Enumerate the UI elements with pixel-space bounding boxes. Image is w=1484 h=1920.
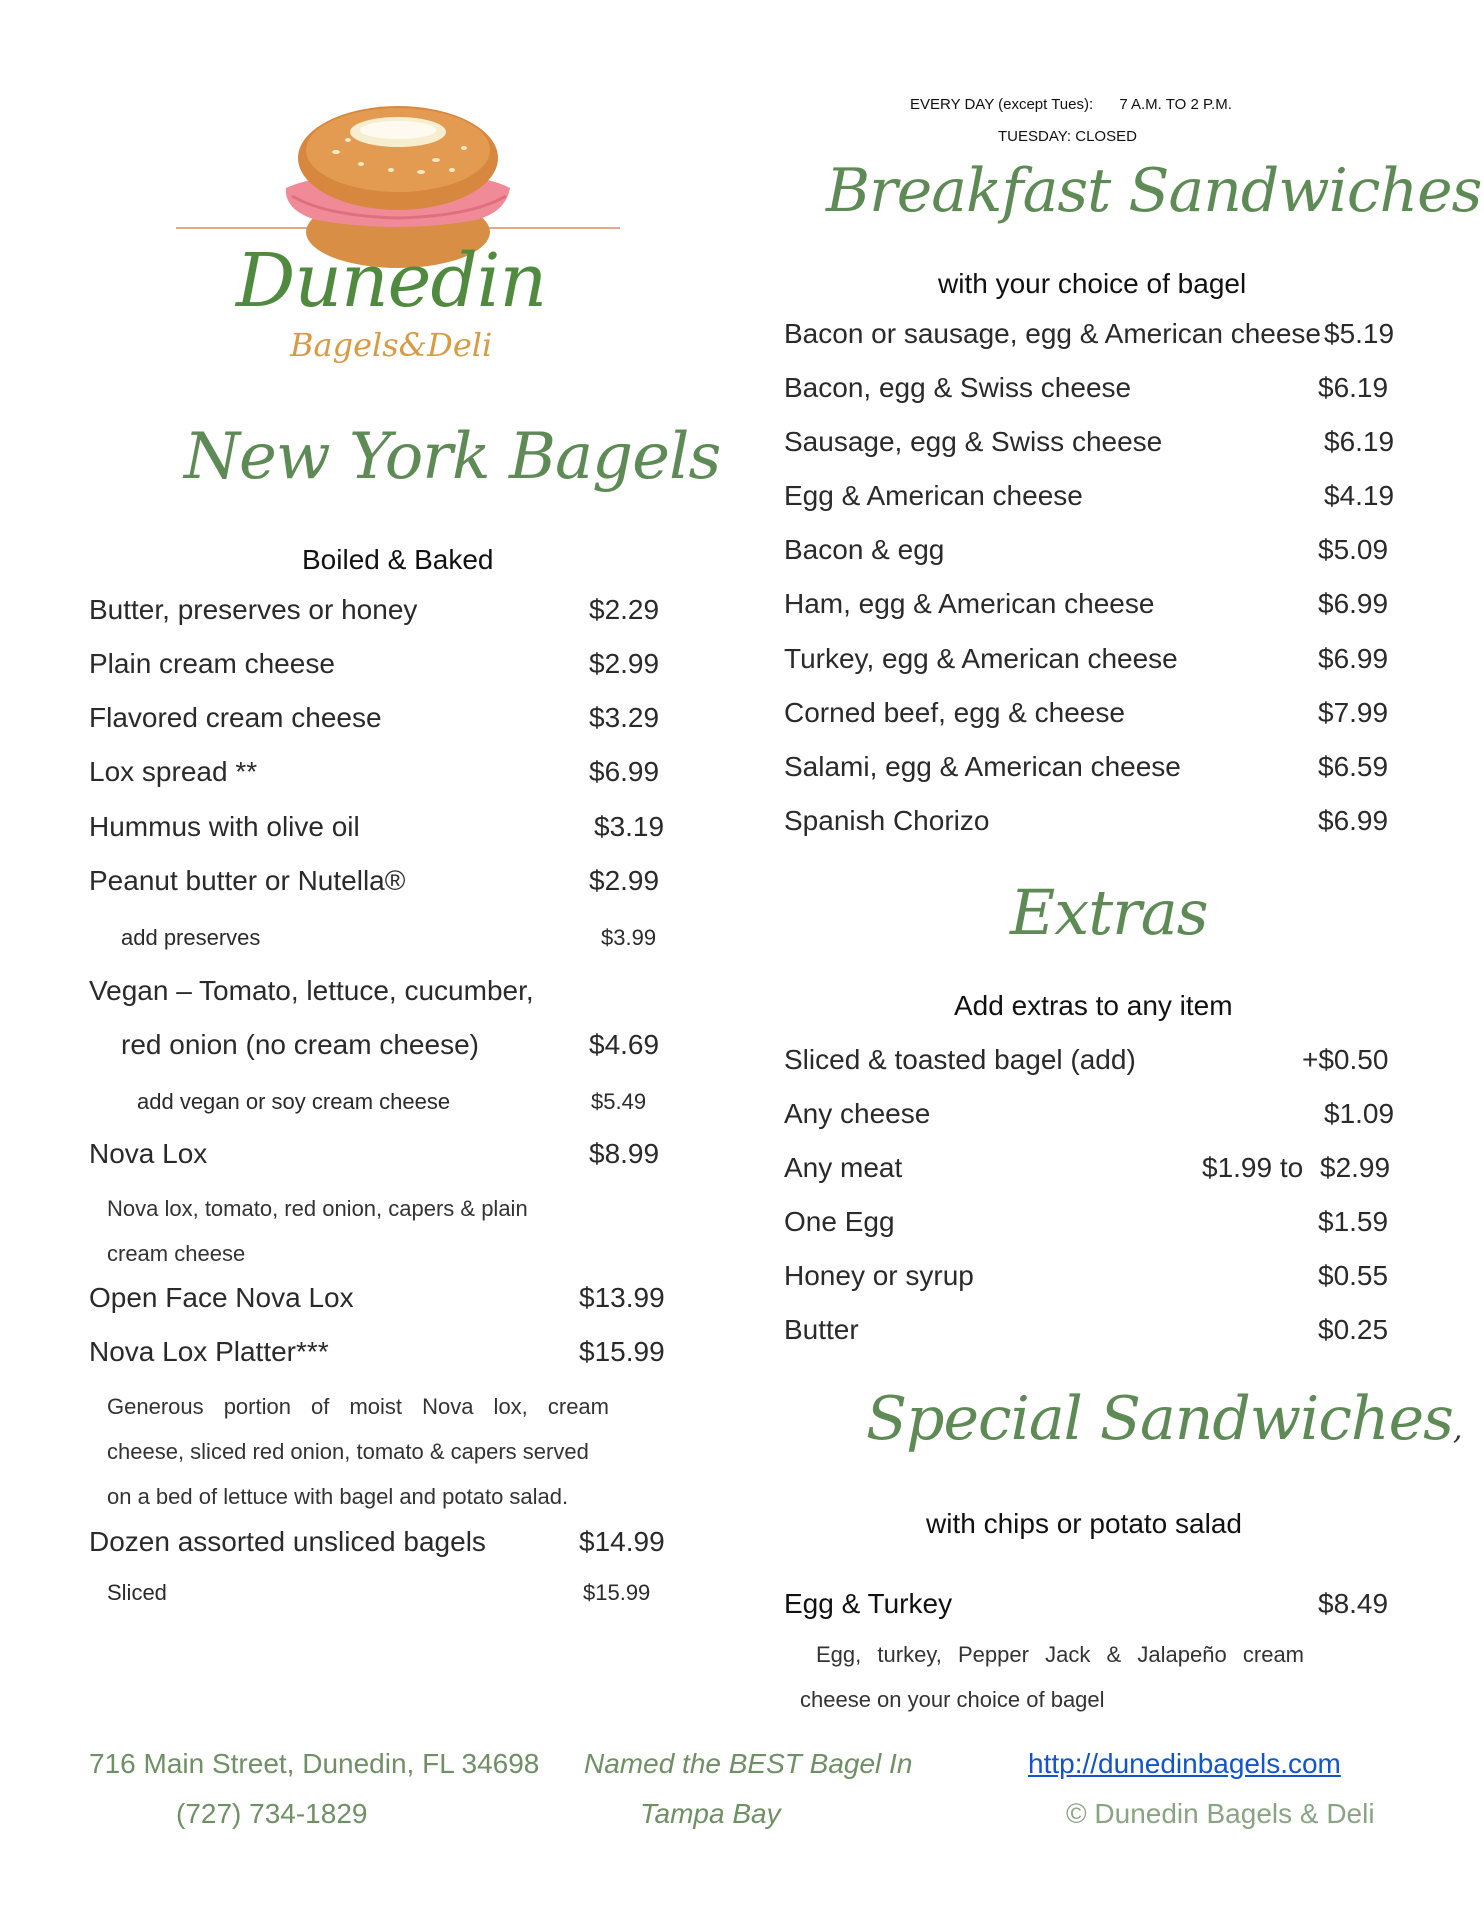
price: $13.99 xyxy=(579,1282,665,1313)
extras-item: Sliced & toasted bagel (add) +$0.50 xyxy=(784,1044,1389,1075)
price: $15.99 xyxy=(579,1336,665,1367)
footer-phone: (727) 734-1829 xyxy=(176,1798,368,1829)
price: $0.55 xyxy=(1318,1260,1389,1291)
hours-line-2: TUESDAY: CLOSED xyxy=(998,128,1137,145)
bagel-item: Peanut butter or Nutella® $2.99 xyxy=(89,865,660,896)
breakfast-item: Egg & American cheese $4.19 xyxy=(784,480,1395,511)
bagel-item: Lox spread ** $6.99 xyxy=(89,756,660,787)
bagel-item: Butter, preserves or honey $2.29 xyxy=(89,594,660,625)
breakfast-item: Bacon, egg & Swiss cheese $6.19 xyxy=(784,372,1389,403)
price: $1.59 xyxy=(1318,1206,1389,1237)
breakfast-item: Bacon & egg $5.09 xyxy=(784,534,1389,565)
extras-item: Butter $0.25 xyxy=(784,1314,1389,1345)
price: $3.19 xyxy=(594,811,665,842)
price: $8.49 xyxy=(1318,1588,1389,1619)
price: $6.19 xyxy=(1318,372,1389,403)
bagel-item: Nova Lox $8.99 xyxy=(89,1138,660,1169)
price: $5.19 xyxy=(1324,318,1395,349)
logo-name: Dunedin xyxy=(236,238,547,324)
bagel-item: Plain cream cheese $2.99 xyxy=(89,648,660,679)
platter-description: Generous portion of moist Nova lox, cream cheese, sliced red onion, tomato & capers served on a bed of lettuce with bagel and potato salad. xyxy=(107,1394,609,1509)
price: +$0.50 xyxy=(1302,1044,1389,1075)
breakfast-item: Spanish Chorizo $6.99 xyxy=(784,805,1389,836)
price: $2.99 xyxy=(589,648,660,679)
footer-address: 716 Main Street, Dunedin, FL 34698 xyxy=(89,1748,540,1779)
price: $6.99 xyxy=(1318,588,1389,619)
price: $6.99 xyxy=(589,756,660,787)
bagels-title: New York Bagels xyxy=(184,420,721,494)
price: $6.59 xyxy=(1318,751,1389,782)
breakfast-item: Ham, egg & American cheese $6.99 xyxy=(784,588,1389,619)
bagel-item: Flavored cream cheese $3.29 xyxy=(89,702,660,733)
bagel-item: red onion (no cream cheese) $4.69 xyxy=(121,1029,660,1060)
breakfast-item: Salami, egg & American cheese $6.59 xyxy=(784,751,1389,782)
bagel-item: Vegan – Tomato, lettuce, cucumber, xyxy=(89,975,534,1006)
price: $1.09 xyxy=(1324,1098,1395,1129)
extras-item: Any cheese $1.09 xyxy=(784,1098,1395,1129)
bagel-item: Hummus with olive oil $3.19 xyxy=(89,811,665,842)
footer-slogan-1: Named the BEST Bagel In xyxy=(584,1748,913,1779)
special-description: Egg, turkey, Pepper Jack & Jalapeño cream cheese on your choice of bagel xyxy=(800,1642,1304,1712)
website-link[interactable]: http://dunedinbagels.com xyxy=(1028,1748,1341,1779)
footer-copyright: © Dunedin Bagels & Deli xyxy=(1066,1798,1375,1829)
breakfast-subtitle: with your choice of bagel xyxy=(938,268,1247,299)
special-title: Special Sandwiches, xyxy=(866,1384,1462,1454)
extras-subtitle: Add extras to any item xyxy=(954,990,1233,1021)
bagel-addon: add vegan or soy cream cheese $5.49 xyxy=(137,1089,647,1114)
price: $14.99 xyxy=(579,1526,665,1557)
price: $6.99 xyxy=(1318,643,1389,674)
bagel-item: Dozen assorted unsliced bagels $14.99 xyxy=(89,1526,665,1557)
extras-title: Extras xyxy=(1010,876,1208,949)
bagel-addon: Sliced $15.99 xyxy=(107,1580,651,1605)
breakfast-item: Corned beef, egg & cheese $7.99 xyxy=(784,697,1389,728)
bagels-subtitle: Boiled & Baked xyxy=(302,544,494,575)
price: $2.29 xyxy=(589,594,660,625)
bagel-addon: add preserves $3.99 xyxy=(121,925,657,950)
hours-time: 7 A.M. TO 2 P.M. xyxy=(1119,96,1232,113)
price: $4.69 xyxy=(589,1029,660,1060)
nova-lox-description: Nova lox, tomato, red onion, capers & plain cream cheese xyxy=(107,1196,528,1266)
price: $5.09 xyxy=(1318,534,1389,565)
price-range-start: $1.99 to xyxy=(1202,1152,1304,1183)
logo-tagline: Bagels&Deli xyxy=(290,326,493,364)
extras-item: Honey or syrup $0.55 xyxy=(784,1260,1389,1291)
extras-item: One Egg $1.59 xyxy=(784,1206,1389,1237)
hours-label: EVERY DAY (except Tues): xyxy=(910,96,1094,113)
breakfast-title: Breakfast Sandwiches xyxy=(826,156,1482,226)
price: $2.99 xyxy=(1320,1152,1391,1183)
price: $2.99 xyxy=(589,865,660,896)
special-subtitle: with chips or potato salad xyxy=(926,1508,1242,1539)
breakfast-item: Sausage, egg & Swiss cheese $6.19 xyxy=(784,426,1395,457)
hours-line-1 xyxy=(910,96,1232,113)
price: $4.19 xyxy=(1324,480,1395,511)
footer-slogan-2: Tampa Bay xyxy=(640,1798,781,1829)
price: $15.99 xyxy=(583,1580,651,1605)
price: $6.99 xyxy=(1318,805,1389,836)
price: $6.19 xyxy=(1324,426,1395,457)
breakfast-item: Turkey, egg & American cheese $6.99 xyxy=(784,643,1389,674)
bagel-item: Open Face Nova Lox $13.99 xyxy=(89,1282,665,1313)
price: $0.25 xyxy=(1318,1314,1389,1345)
extras-item: Any meat $1.99 to $2.99 xyxy=(784,1152,1391,1183)
price: $3.99 xyxy=(601,925,657,950)
logo xyxy=(176,100,620,390)
bagel-item: Nova Lox Platter*** $15.99 xyxy=(89,1336,665,1367)
special-item: Egg & Turkey $8.49 xyxy=(784,1588,1389,1619)
price: $5.49 xyxy=(591,1089,647,1114)
price: $3.29 xyxy=(589,702,660,733)
breakfast-item: Bacon or sausage, egg & American cheese $5.19 xyxy=(784,318,1395,349)
price: $7.99 xyxy=(1318,697,1389,728)
price: $8.99 xyxy=(589,1138,660,1169)
